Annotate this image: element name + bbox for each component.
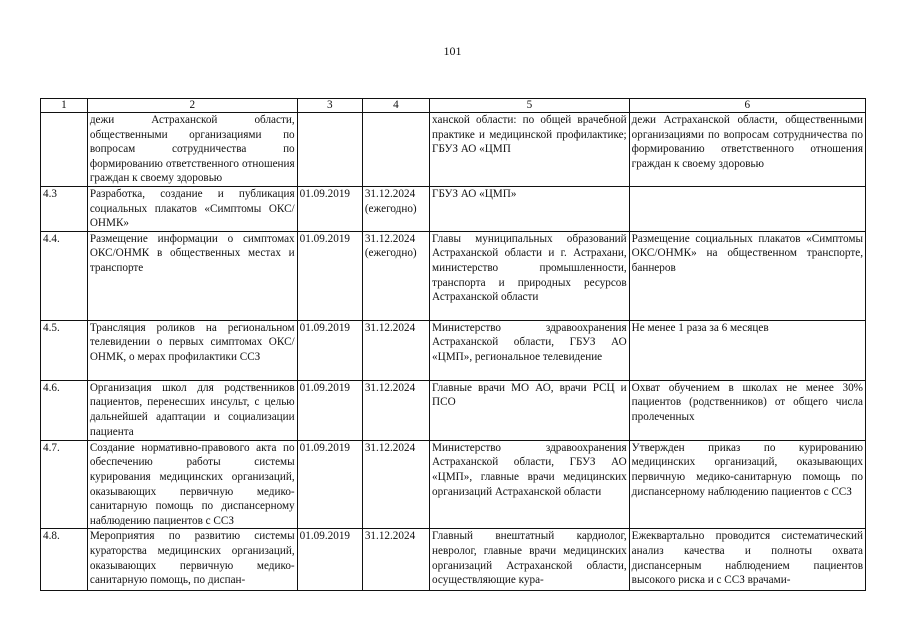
cell-result: Охват обучением в школах не менее 30% пациентов (родственников) от общего числа пролеченных — [629, 380, 865, 440]
plan-table — [40, 98, 866, 591]
cell-result: Утвержден приказ по курированию медицинских организаций, оказывающих первичную медико-санитарную помощь по диспансерному наблюдению пациентов с ССЗ — [629, 440, 865, 529]
cell-action: дежи Астраханской области, общественными организациями по вопросам сотрудничества по формированию ответственного отношения граждан к своему здоровью — [87, 113, 297, 187]
cell-executors: ГБУЗ АО «ЦМП» — [430, 187, 630, 232]
cell-action: Мероприятия по развитию системы кураторства медицинских организаций, оказывающих первичную медико-санитарную помощь, по диспан- — [87, 529, 297, 591]
column-header: 6 — [629, 99, 865, 113]
cell-result — [629, 187, 865, 232]
cell-executors: Главные врачи МО АО, врачи РСЦ и ПСО — [430, 380, 630, 440]
cell-num: 4.7. — [41, 440, 88, 529]
cell-start: 01.09.2019 — [297, 529, 362, 591]
cell-action: Организация школ для родственников пациентов, перенесших инсульт, с целью дальнейшей адаптации и социализации пациента — [87, 380, 297, 440]
cell-result: Ежеквартально проводится систематический анализ качества и полноты охвата диспансерным наблюдением пациентов высокого риска и с ССЗ врачами- — [629, 529, 865, 591]
column-header: 2 — [87, 99, 297, 113]
cell-executors: ханской области: по общей врачебной практике и медицинской профилактике; ГБУЗ АО «ЦМП — [430, 113, 630, 187]
cell-num: 4.5. — [41, 320, 88, 380]
table-row — [41, 380, 866, 440]
cell-result: дежи Астраханской области, общественными организациями по вопросам сотрудничества по формированию ответственного отношения граждан к своему здоровью — [629, 113, 865, 187]
table-row — [41, 113, 866, 187]
cell-action: Создание нормативно-правового акта по обеспечению работы системы курирования медицинских организаций, оказывающих первичную медико-санитарную помощь по диспансерному наблюдению пациентов с ССЗ — [87, 440, 297, 529]
cell-executors: Главы муниципальных образований Астраханской области и г. Астрахани, министерство промышленности, транспорта и природных ресурсов Астраханской области — [430, 231, 630, 320]
cell-end: 31.12.2024 (ежегодно) — [362, 231, 429, 320]
column-header: 3 — [297, 99, 362, 113]
cell-result: Размещение социальных плакатов «Симптомы ОКС/ОНМК» на общественном транспорте, баннеров — [629, 231, 865, 320]
cell-start: 01.09.2019 — [297, 440, 362, 529]
cell-num: 4.4. — [41, 231, 88, 320]
cell-num: 4.3 — [41, 187, 88, 232]
cell-start — [297, 113, 362, 187]
cell-num — [41, 113, 88, 187]
cell-executors: Министерство здравоохранения Астраханской области, ГБУЗ АО «ЦМП», главные врачи медицинских организаций Астраханской области — [430, 440, 630, 529]
page-number: 101 — [443, 44, 462, 58]
cell-action: Разработка, создание и публикация социальных плакатов «Симптомы ОКС/ОНМК» — [87, 187, 297, 232]
table-row — [41, 231, 866, 320]
cell-start: 01.09.2019 — [297, 380, 362, 440]
cell-num: 4.8. — [41, 529, 88, 591]
cell-num: 4.6. — [41, 380, 88, 440]
cell-result: Не менее 1 раза за 6 месяцев — [629, 320, 865, 380]
cell-action: Размещение информации о симптомах ОКС/ОНМК в общественных местах и транспорте — [87, 231, 297, 320]
table-row — [41, 187, 866, 232]
table-row — [41, 440, 866, 529]
cell-action: Трансляция роликов на региональном телевидении о первых симптомах ОКС/ОНМК, о мерах профилактики ССЗ — [87, 320, 297, 380]
column-header: 4 — [362, 99, 429, 113]
column-header: 5 — [430, 99, 630, 113]
cell-end: 31.12.2024 — [362, 440, 429, 529]
cell-end: 31.12.2024 — [362, 380, 429, 440]
cell-end: 31.12.2024 (ежегодно) — [362, 187, 429, 232]
cell-end: 31.12.2024 — [362, 320, 429, 380]
cell-end — [362, 113, 429, 187]
table-row — [41, 320, 866, 380]
column-header: 1 — [41, 99, 88, 113]
table-row — [41, 529, 866, 591]
cell-end: 31.12.2024 — [362, 529, 429, 591]
cell-executors: Главный внештатный кардиолог, невролог, главные врачи медицинских организаций Астраханской области, осуществляющие кура- — [430, 529, 630, 591]
cell-start: 01.09.2019 — [297, 187, 362, 232]
cell-start: 01.09.2019 — [297, 320, 362, 380]
page-bottom-margin — [0, 593, 905, 640]
cell-executors: Министерство здравоохранения Астраханской области, ГБУЗ АО «ЦМП», региональное телевидение — [430, 320, 630, 380]
cell-start: 01.09.2019 — [297, 231, 362, 320]
table-header-row — [41, 99, 866, 113]
